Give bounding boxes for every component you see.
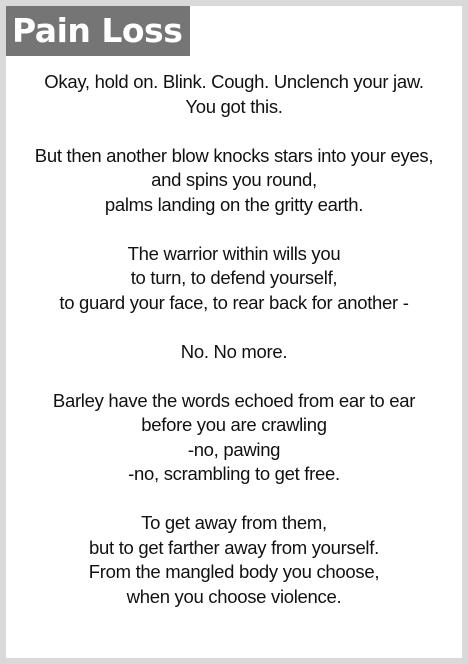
poem-line: From the mangled body you choose, bbox=[88, 561, 380, 582]
poem-line: You got this. bbox=[185, 95, 283, 117]
stanza bbox=[6, 340, 462, 365]
poem-line: Barley have the words echoed from ear to ear bbox=[52, 389, 416, 411]
stanza bbox=[6, 144, 462, 218]
poem-line: But then another blow knocks stars into your eyes, bbox=[34, 144, 434, 166]
poem-line: To get away from them, bbox=[141, 512, 327, 533]
poem-line: -no, pawing bbox=[187, 438, 281, 460]
poem-line: to guard your face, to rear back for another - bbox=[59, 291, 409, 313]
stanza bbox=[6, 70, 462, 119]
poem-line: palms landing on the gritty earth. bbox=[104, 193, 364, 215]
poem-line: when you choose violence. bbox=[126, 585, 342, 607]
poem-line: Okay, hold on. Blink. Cough. Unclench your jaw. bbox=[44, 71, 424, 92]
poem-card bbox=[6, 6, 462, 658]
poem-line: -no, scrambling to get free. bbox=[128, 463, 340, 484]
poem-line: No. No more. bbox=[180, 340, 288, 362]
poem-body bbox=[6, 70, 462, 634]
poem-line: and spins you round, bbox=[151, 169, 317, 190]
poem-title: Pain Loss bbox=[6, 6, 190, 56]
stanza bbox=[6, 389, 462, 487]
poem-line: The warrior within wills you bbox=[127, 242, 341, 264]
poem-line: to turn, to defend yourself, bbox=[130, 267, 338, 288]
poem-line: but to get farther away from yourself. bbox=[89, 536, 379, 558]
poem-line: before you are crawling bbox=[141, 414, 327, 435]
stanza bbox=[6, 242, 462, 316]
stanza bbox=[6, 511, 462, 609]
